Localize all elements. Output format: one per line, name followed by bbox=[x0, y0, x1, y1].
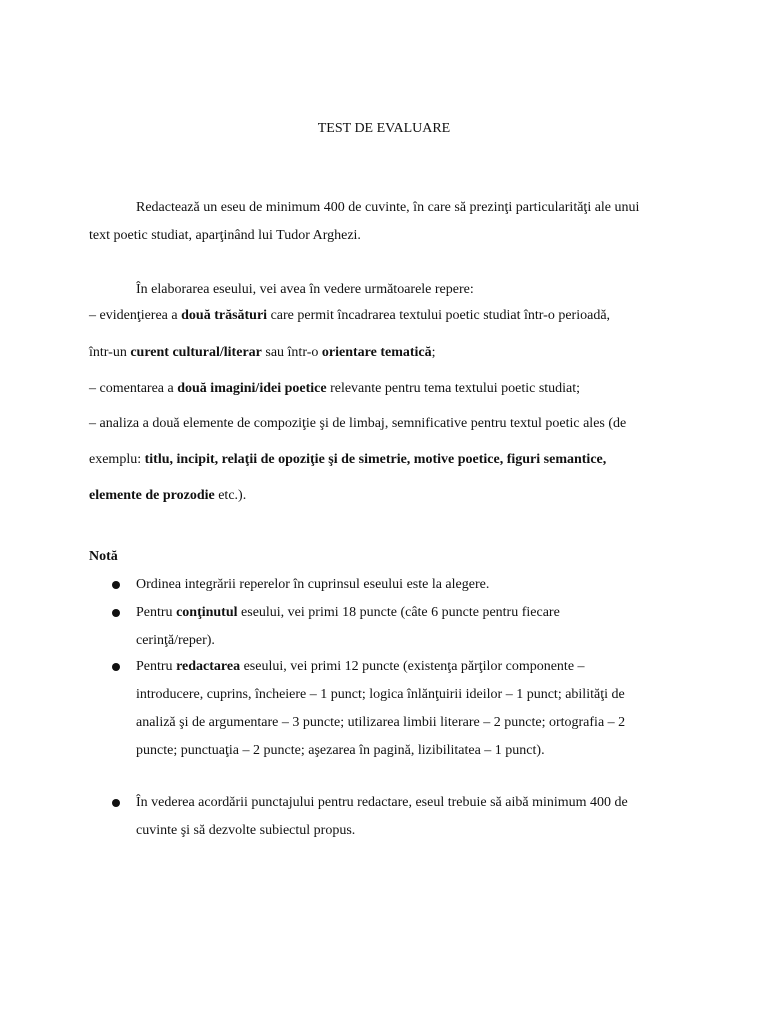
nota-item-4-line-2: cuvinte şi să dezvolte subiectul propus. bbox=[136, 823, 356, 838]
reper-2-text-c: relevante pentru tema textului poetic studiat; bbox=[326, 381, 581, 396]
nota-item-3-line-2: introducere, cuprins, încheiere – 1 punct; logica înlănţuirii ideilor – 1 punct; abilităţi de bbox=[136, 687, 625, 702]
reper-3-text-c: etc.). bbox=[214, 488, 247, 503]
reper-2-text-a: – comentarea a bbox=[89, 381, 178, 396]
nota-heading bbox=[89, 548, 118, 566]
reper-1-text-d: într-un bbox=[89, 345, 131, 360]
bullet-1-icon bbox=[112, 581, 120, 589]
nota-item-2-line-2: cerinţă/reper). bbox=[136, 633, 215, 648]
reper-1-bold-1: două trăsături bbox=[181, 308, 268, 323]
reper-3-bold-2: elemente de prozodie bbox=[89, 488, 215, 503]
nota-item-4-line-1: În vederea acordării punctajului pentru redactare, eseul trebuie să aibă minimum 400 de bbox=[136, 795, 628, 810]
nota-item-2-line-1 bbox=[136, 604, 560, 622]
reper-1-line-1 bbox=[89, 307, 610, 325]
nota-item-2-text-c: eseului, vei primi 18 puncte (câte 6 puncte pentru fiecare bbox=[237, 605, 560, 620]
repere-lead: În elaborarea eseului, vei avea în vedere următoarele repere: bbox=[136, 282, 474, 297]
bullet-3-icon bbox=[112, 663, 120, 671]
nota-item-2-bold: conţinutul bbox=[176, 605, 238, 620]
bullet-2-icon bbox=[112, 609, 120, 617]
reper-2-line bbox=[89, 380, 580, 398]
reper-3-line-2 bbox=[89, 451, 606, 469]
bullet-4-icon bbox=[112, 799, 120, 807]
nota-heading-text: Notă bbox=[89, 549, 118, 564]
reper-1-text-a: – evidenţierea a bbox=[89, 308, 182, 323]
nota-item-3-line-3: analiză şi de argumentare – 3 puncte; utilizarea limbii literare – 2 puncte; ortografia – 2 bbox=[136, 715, 626, 730]
nota-item-3-bold: redactarea bbox=[176, 659, 241, 674]
page-title: TEST DE EVALUARE bbox=[317, 121, 451, 136]
nota-item-3-line-4: puncte; punctuaţia – 2 puncte; aşezarea în pagină, lizibilitatea – 1 punct). bbox=[136, 743, 545, 758]
reper-3-line-3 bbox=[89, 487, 246, 505]
nota-item-3-line-1 bbox=[136, 658, 585, 676]
reper-1-bold-2: curent cultural/literar bbox=[130, 345, 262, 360]
reper-1-bold-3: orientare tematică bbox=[321, 345, 432, 360]
reper-1-line-2 bbox=[89, 344, 436, 362]
intro-line-1: Redactează un eseu de minimum 400 de cuvinte, în care să prezinţi particularităţi ale unui bbox=[136, 200, 640, 215]
reper-2-bold: două imagini/idei poetice bbox=[177, 381, 327, 396]
nota-item-1: Ordinea integrării reperelor în cuprinsul eseului este la alegere. bbox=[136, 577, 490, 592]
nota-item-3-text-c: eseului, vei primi 12 puncte (existenţa părţilor componente – bbox=[240, 659, 585, 674]
nota-item-3-text-a: Pentru bbox=[136, 659, 177, 674]
reper-1-text-e: sau într-o bbox=[261, 345, 322, 360]
reper-1-text-f: ; bbox=[431, 345, 436, 360]
reper-1-text-c: care permit încadrarea textului poetic studiat într-o perioadă, bbox=[267, 308, 611, 323]
reper-3-line-1: – analiza a două elemente de compoziţie şi de limbaj, semnificative pentru textul poetic ales (de bbox=[89, 416, 627, 431]
intro-line-2: text poetic studiat, aparţinând lui Tudor Arghezi. bbox=[89, 228, 361, 243]
reper-3-bold-1: titlu, incipit, relaţii de opoziţie şi de simetrie, motive poetice, figuri semantice, bbox=[144, 452, 607, 467]
reper-3-text-a: exemplu: bbox=[89, 452, 145, 467]
nota-item-2-text-a: Pentru bbox=[136, 605, 177, 620]
